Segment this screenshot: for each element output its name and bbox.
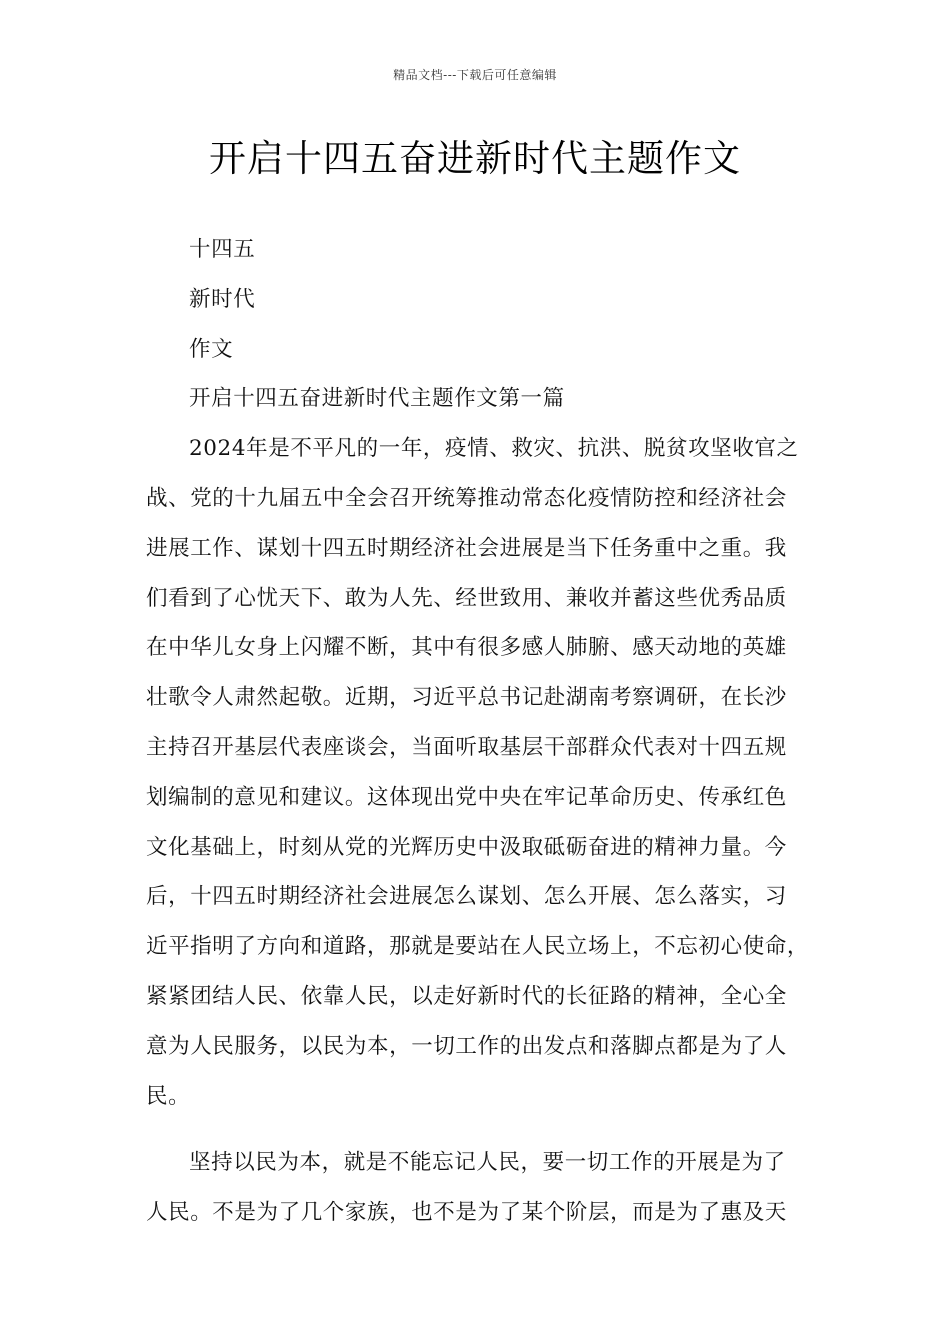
paragraph-line: 紧紧团结人民、依靠人民，以走好新时代的长征路的精神，全心全 (146, 983, 787, 1009)
paragraph-line: 后，十四五时期经济社会进展怎么谋划、怎么开展、怎么落实，习 (146, 884, 787, 910)
keyword-line: 新时代 (189, 286, 256, 312)
paragraph-line: 2024年是不平凡的一年，疫情、救灾、抗洪、脱贫攻坚收官之 (189, 436, 799, 462)
paragraph-1 (146, 433, 810, 1130)
paragraph-line: 进展工作、谋划十四五时期经济社会进展是当下任务重中之重。我 (146, 535, 787, 561)
paragraph-line: 文化基础上，时刻从党的光辉历史中汲取砥砺奋进的精神力量。今 (146, 834, 787, 860)
document-body (146, 234, 810, 1247)
paragraph-line: 意为人民服务，以民为本，一切工作的出发点和落脚点都是为了人 (146, 1033, 787, 1059)
paragraph-line: 民。 (146, 1083, 191, 1109)
paragraph-line: 战、党的十九届五中全会召开统筹推动常态化疫情防控和经济社会 (146, 485, 787, 511)
keyword-line: 作文 (189, 336, 234, 362)
paragraph-line: 主持召开基层代表座谈会，当面听取基层干部群众代表对十四五规 (146, 734, 787, 760)
paragraph-line: 近平指明了方向和道路，那就是要站在人民立场上，不忘初心使命， (146, 934, 810, 960)
paragraph-line: 在中华儿女身上闪耀不断，其中有很多感人肺腑、感天动地的英雄 (146, 635, 787, 661)
paragraph-line: 坚持以民为本，就是不能忘记人民，要一切工作的开展是为了 (189, 1150, 786, 1176)
paragraph-line: 壮歌令人肃然起敬。近期，习近平总书记赴湖南考察调研，在长沙 (146, 685, 787, 711)
page-header-watermark: 精品文档---下载后可任意编辑 (393, 68, 557, 82)
paragraph-line: 们看到了心忧天下、敢为人先、经世致用、兼收并蓄这些优秀品质 (146, 585, 787, 611)
keyword-line: 十四五 (189, 237, 256, 262)
document-title: 开启十四五奋进新时代主题作文 (209, 137, 741, 180)
paragraph-2 (146, 1147, 806, 1247)
paragraph-line: 划编制的意见和建议。这体现出党中央在牢记革命历史、传承红色 (146, 784, 787, 810)
paragraph-line: 人民。不是为了几个家族，也不是为了某个阶层，而是为了惠及天 (146, 1200, 787, 1226)
section-heading: 开启十四五奋进新时代主题作文第一篇 (189, 386, 565, 412)
paragraph-spacer (146, 1130, 806, 1147)
